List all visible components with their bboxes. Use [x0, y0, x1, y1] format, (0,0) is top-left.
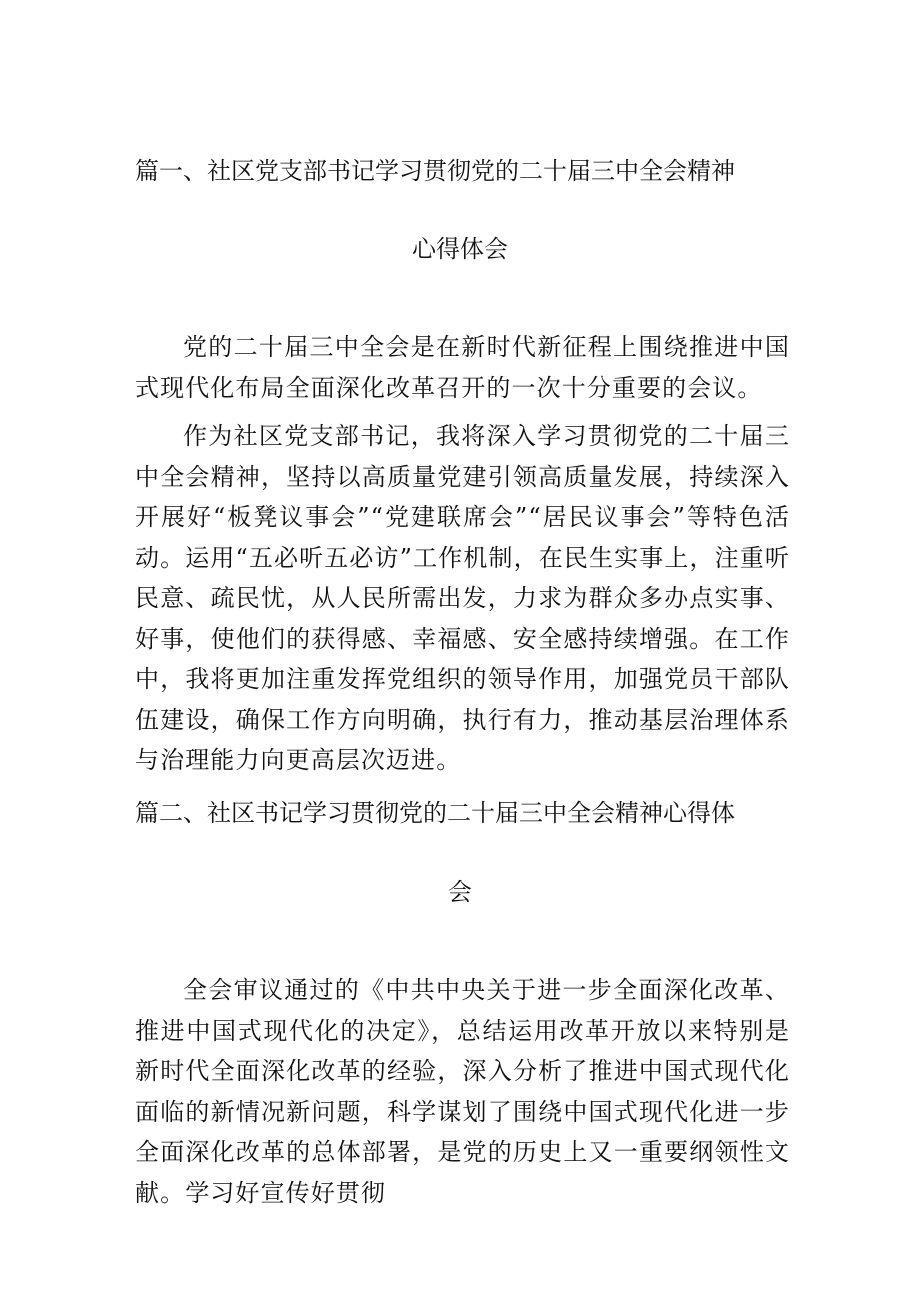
section-2-title-line-2: 会 [448, 878, 472, 906]
section-1-paragraph-1: 党的二十届三中全会是在新时代新征程上围绕推进中国式现代化布局全面深化改革召开的一次十分重要的会议。 [135, 333, 790, 402]
section-2-paragraph-1: 全会审议通过的《中共中央关于进一步全面深化改革、推进中国式现代化的决定》，总结运用改革开放以来特别是新时代全面深化改革的经验，深入分析了推进中国式现代化面临的新情况新问题，科学谋划了围绕中国式现代化进一步全面深化改革的总体部署，是党的历史上又一重要纲领性文献。学习好宣传好贯彻 [135, 976, 790, 1207]
section-1-paragraph-2: 作为社区党支部书记，我将深入学习贯彻党的二十届三中全会精神，坚持以高质量党建引领高质量发展，持续深入开展好“板凳议事会”“党建联席会”“居民议事会”等特色活动。运用“五必听五必访”工作机制，在民生实事上，注重听民意、疏民忧，从人民所需出发，力求为群众多办点实事、好事，使他们的获得感、幸福感、安全感持续增强。在工作中，我将更加注重发挥党组织的领导作用，加强党员干部队伍建设，确保工作方向明确，执行有力，推动基层治理体系与治理能力向更高层次迈进。 [135, 422, 790, 774]
section-1-title-line-1: 篇一、社区党支部书记学习贯彻党的二十届三中全会精神 [135, 157, 735, 185]
section-2-title-line-1: 篇二、社区书记学习贯彻党的二十届三中全会精神心得体 [135, 799, 735, 827]
section-1-title-line-2: 心得体会 [412, 235, 508, 263]
